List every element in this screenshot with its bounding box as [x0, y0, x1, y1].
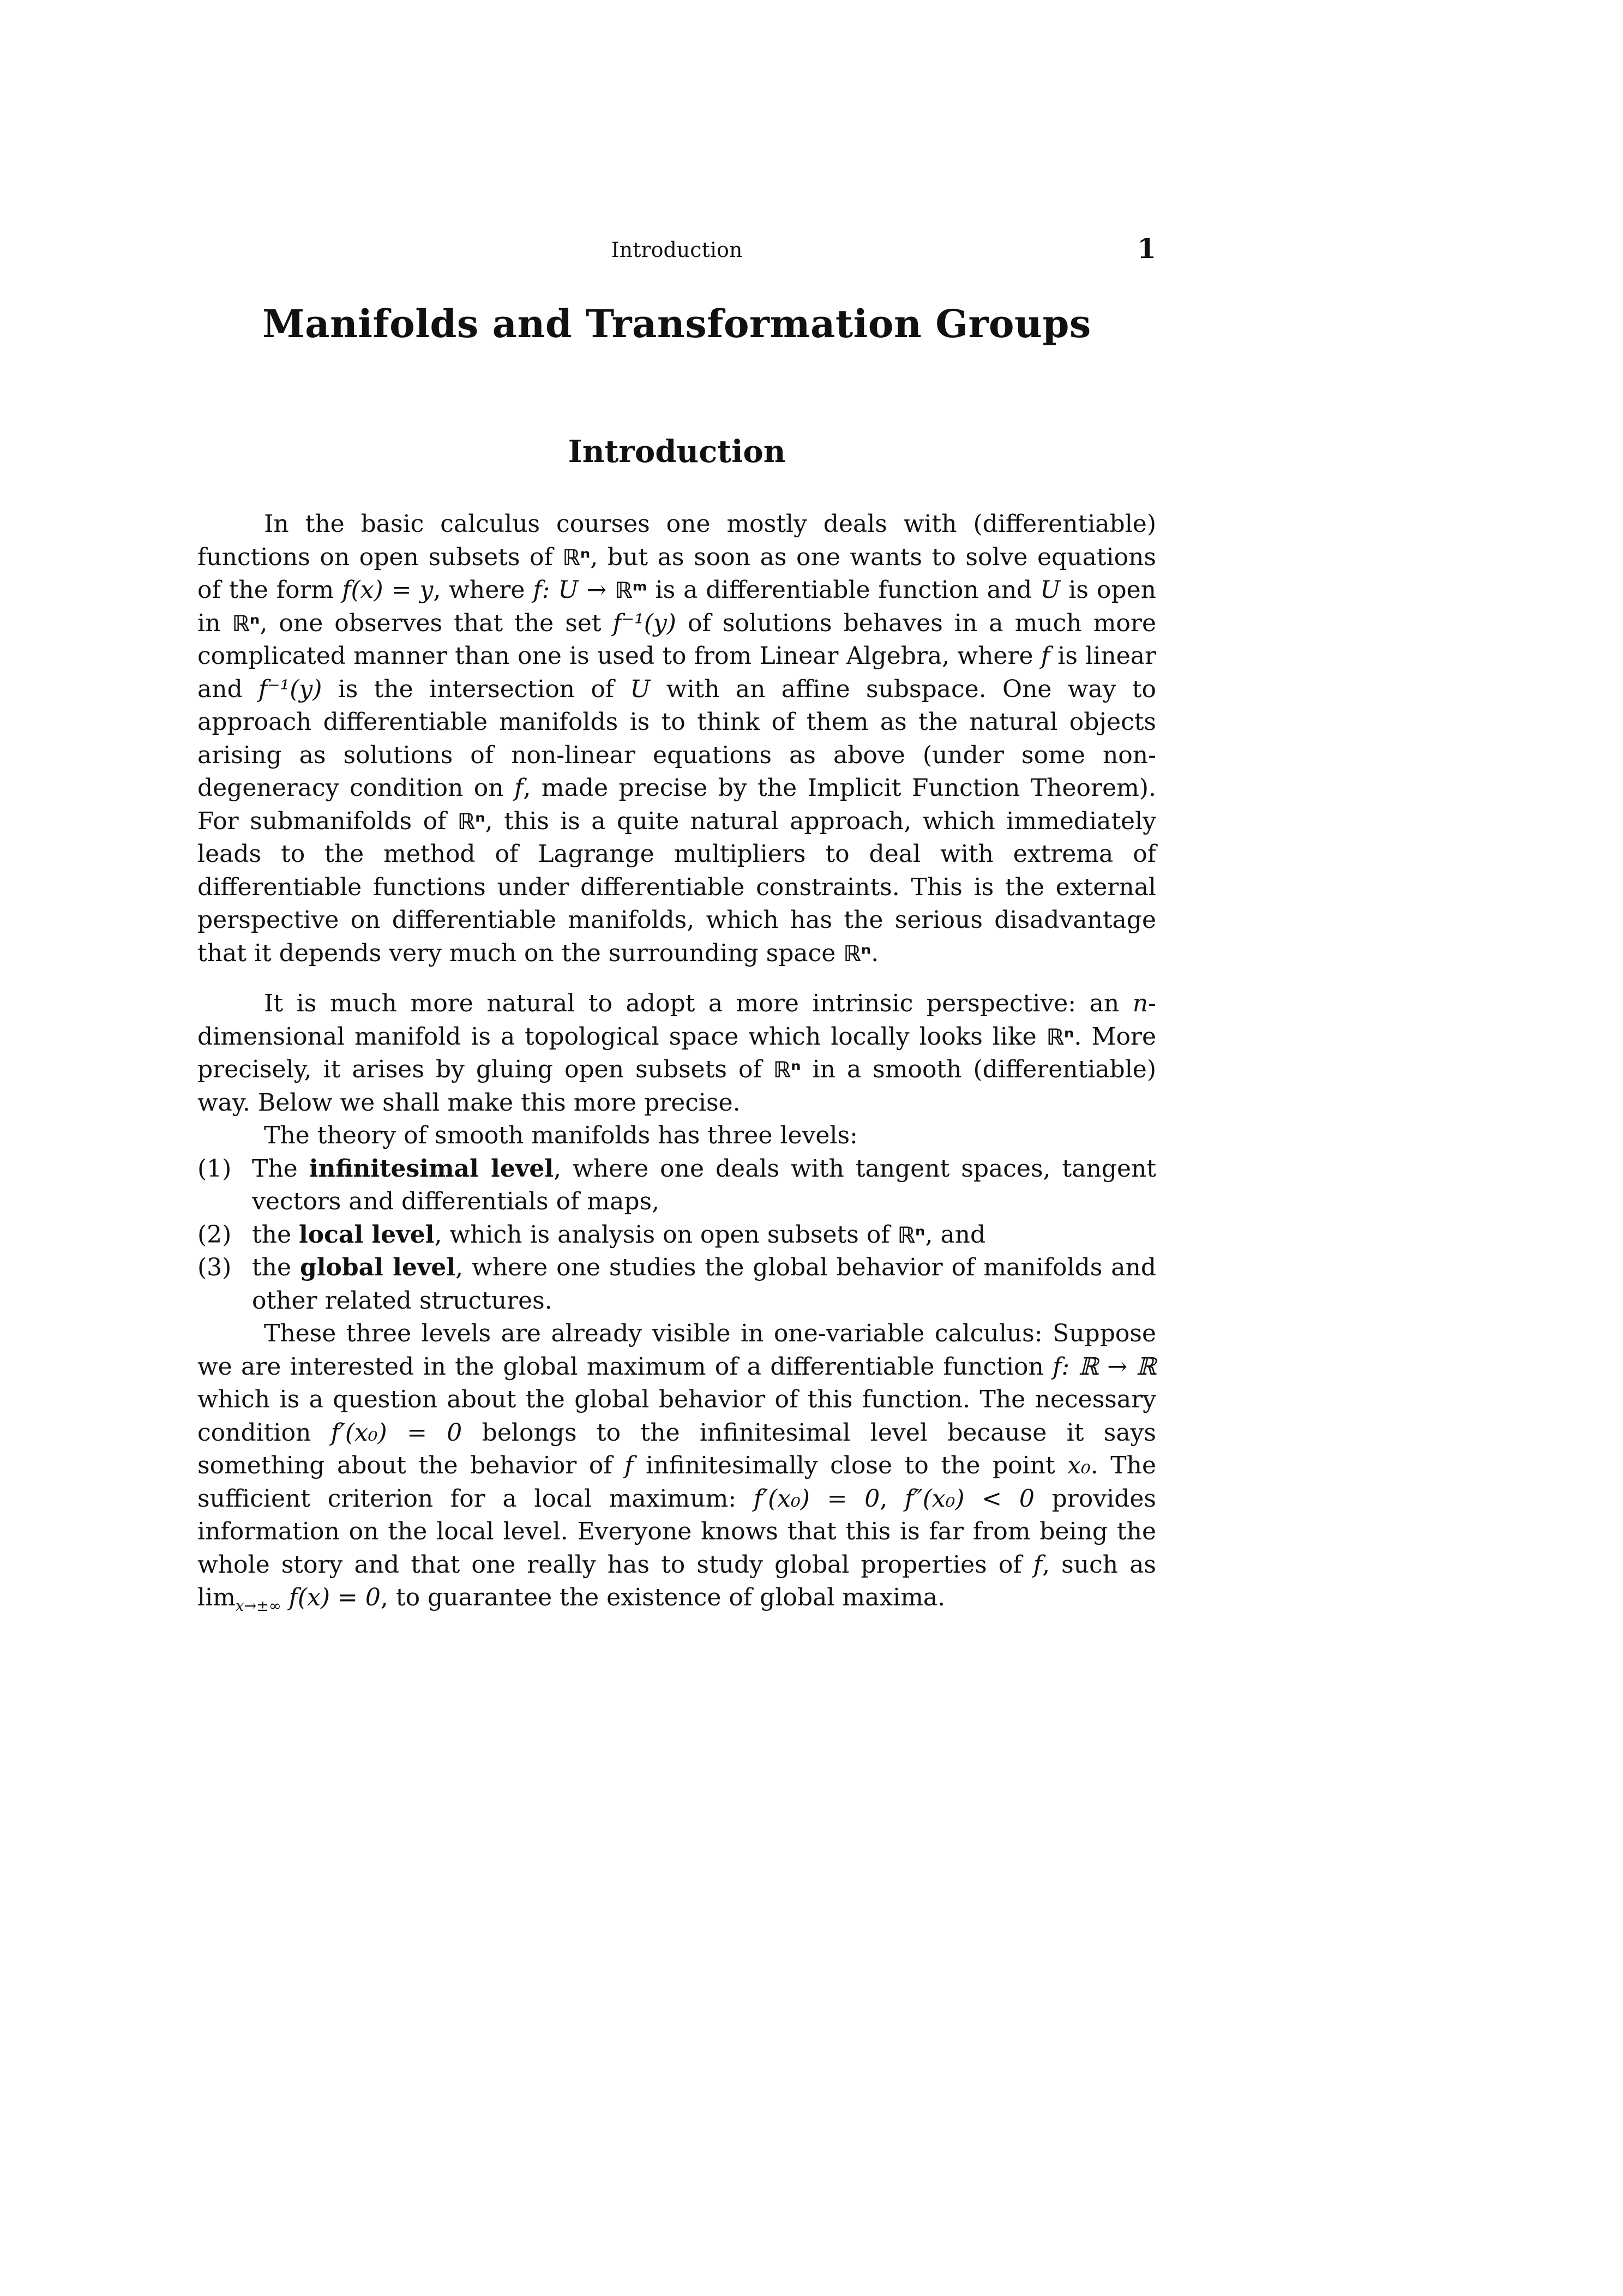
text: , such as	[1042, 1550, 1157, 1579]
text: These three levels are already visible in one-variable calculus: Suppose we are interested in the global maximum of a differentiable function	[197, 1320, 1156, 1381]
text: in a smooth (differentiable) way. Below we shall make this more precise.	[197, 1056, 1156, 1117]
math: f	[514, 774, 524, 802]
math: f′(x₀) = 0	[330, 1418, 462, 1447]
text: , which is analysis on open subsets of	[434, 1220, 898, 1249]
text: It is much more natural to adopt a more intrinsic perspective: an	[264, 990, 1133, 1017]
list-number: (2)	[197, 1220, 232, 1249]
list-number: (1)	[197, 1154, 232, 1183]
math: ℝⁿ	[843, 940, 871, 967]
body-text	[197, 508, 1156, 1623]
text: , where	[433, 576, 533, 604]
text: The	[252, 1154, 309, 1183]
math: f	[1041, 642, 1050, 670]
page	[197, 232, 1157, 1623]
text: infinitesimally close to the point	[633, 1452, 1068, 1479]
running-head-title: Introduction	[611, 238, 743, 262]
math: U	[630, 675, 651, 703]
text: , one observes that the set	[260, 609, 613, 637]
list-item	[197, 1219, 1156, 1252]
text: belongs to the infinitesimal level because it says something about the behavior of	[197, 1418, 1156, 1479]
text: is a differentiable function and	[647, 576, 1041, 604]
text: .	[871, 939, 879, 967]
paragraph-2	[197, 987, 1156, 1119]
text: , this is a quite natural approach, which immediately leads to the method of Lagrange multipliers to deal with extrema of differentiable functions under differentiable constraints. This is the external perspective on differentiable manifolds, which has the serious disadvantage that it depends very much on the surrounding space	[197, 807, 1156, 967]
term: local level	[299, 1220, 435, 1249]
math: ℝᵐ	[615, 577, 647, 603]
math: n	[1132, 990, 1149, 1017]
term: global level	[300, 1254, 456, 1281]
math: ℝⁿ	[562, 544, 591, 571]
list-number: (3)	[197, 1254, 232, 1281]
text: , but as soon as one wants to solve equations of the form	[197, 543, 1156, 604]
math: f(x) = y	[342, 576, 434, 604]
list-item	[197, 1153, 1156, 1219]
levels-list	[197, 1153, 1156, 1318]
text: . The sufficient criterion for a local maximum:	[197, 1452, 1156, 1513]
math: U	[1040, 576, 1061, 604]
text: -dimensional manifold is a topological space which locally looks like	[197, 990, 1156, 1051]
text: with an affine subspace. One way to approach differentiable manifolds is to think of them as the natural objects arising as solutions of non-linear equations as above (under some non-degeneracy condition on	[197, 675, 1156, 802]
math: f′(x₀) = 0	[753, 1484, 880, 1513]
text: is the intersection of	[322, 675, 630, 703]
math: f⁻¹(y)	[259, 675, 322, 703]
text: the	[252, 1220, 299, 1249]
math: f: U →	[533, 576, 615, 604]
running-head	[197, 232, 1156, 267]
math: f	[624, 1452, 634, 1479]
text: the	[252, 1254, 300, 1281]
text: ,	[880, 1484, 905, 1513]
paragraph-1	[197, 508, 1156, 970]
text: of solutions behaves in a much more complicated manner than one is used to from Linear Algebra, where	[197, 609, 1156, 670]
document-title: Manifolds and Transformation Groups	[262, 301, 1091, 346]
math: ℝⁿ	[457, 808, 485, 835]
math: x→±∞	[235, 1597, 281, 1615]
math: x₀	[1067, 1452, 1091, 1479]
page-number: 1	[1137, 232, 1156, 265]
text: . More precisely, it arises by gluing open subsets of	[197, 1022, 1157, 1083]
paragraph-3: The theory of smooth manifolds has three levels:	[264, 1122, 858, 1149]
math: ℝⁿ	[773, 1057, 801, 1083]
math: f(x) = 0	[281, 1584, 381, 1611]
term: infinitesimal level	[309, 1154, 554, 1183]
math: ℝⁿ	[1046, 1023, 1074, 1050]
text: , to guarantee the existence of global maxima.	[380, 1584, 946, 1611]
math: f: ℝ → ℝ	[1053, 1352, 1156, 1381]
math: f	[1033, 1550, 1043, 1579]
list-item	[197, 1251, 1156, 1317]
math: f″(x₀) < 0	[905, 1484, 1035, 1513]
paragraph-4	[197, 1317, 1156, 1623]
section-title: Introduction	[568, 434, 786, 470]
text: , and	[925, 1220, 986, 1249]
math: ℝⁿ	[897, 1221, 925, 1248]
text: , made precise by the Implicit Function Theorem). For submanifolds of	[197, 774, 1156, 835]
text: is linear and	[197, 642, 1156, 703]
math: ℝⁿ	[232, 610, 260, 637]
text: provides information on the local level. Everyone knows that this is far from being the whole story and that one really has to study global properties of	[197, 1484, 1157, 1579]
math: f⁻¹(y)	[612, 609, 676, 637]
text: which is a question about the global behavior of this function. The necessary condition	[197, 1386, 1156, 1447]
text: , where one studies the global behavior of manifolds and other related structures.	[252, 1254, 1157, 1315]
math: lim	[197, 1584, 236, 1611]
text: , where one deals with tangent spaces, tangent vectors and differentials of maps,	[252, 1154, 1157, 1215]
text: In the basic calculus courses one mostly deals with (differentiable) functions on open subsets of	[197, 510, 1156, 571]
text: is open in	[197, 576, 1156, 637]
